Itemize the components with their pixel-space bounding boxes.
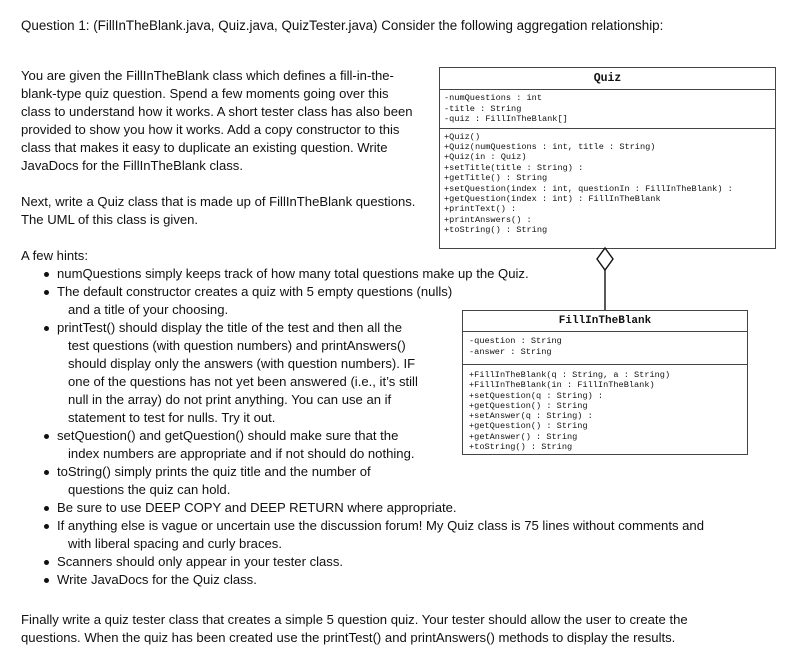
hint-line: index numbers are appropriate and if not should do nothing. bbox=[68, 446, 415, 461]
uml-method: +setQuestion(index : int, questionIn : FillInTheBlank) : bbox=[444, 183, 733, 194]
hint-line: questions the quiz can hold. bbox=[68, 482, 231, 497]
aggregation-diamond-icon bbox=[597, 248, 613, 270]
uml-methods bbox=[463, 365, 747, 454]
uml-method: +Quiz() bbox=[444, 131, 481, 142]
uml-method: +printText() : bbox=[444, 204, 517, 215]
uml-method: +toString() : String bbox=[444, 225, 548, 236]
hint-line: with liberal spacing and curly braces. bbox=[68, 536, 282, 551]
uml-method: +FillInTheBlank(q : String, a : String) bbox=[469, 370, 671, 380]
hint-item bbox=[57, 265, 529, 283]
bullet-icon bbox=[44, 506, 49, 511]
intro-line: blank-type quiz question. Spend a few moments going over this bbox=[21, 86, 389, 101]
hint-line: should display only the answers (with question numbers). IF bbox=[68, 356, 416, 371]
intro-line: class that makes it easy to duplicate an existing question. Write bbox=[21, 140, 388, 155]
uml-method: +setTitle(title : String) : bbox=[444, 162, 584, 173]
intro-line: You are given the FillInTheBlank class which defines a fill-in-the- bbox=[21, 68, 394, 83]
hint-item bbox=[57, 499, 457, 517]
uml-attribute: -numQuestions : int bbox=[444, 93, 542, 103]
uml-method: +getQuestion() : String bbox=[469, 400, 588, 411]
hint-line: printTest() should display the title of the test and then all the bbox=[57, 320, 403, 335]
final-line: questions. When the quiz has been created use the printTest() and printAnswers() methods to display the results. bbox=[21, 630, 676, 645]
intro-line: JavaDocs for the FillInTheBlank class. bbox=[21, 158, 243, 173]
uml-attributes bbox=[463, 332, 747, 365]
hint-line: setQuestion() and getQuestion() should make sure that the bbox=[57, 428, 399, 443]
bullet-icon bbox=[44, 326, 49, 331]
next-paragraph bbox=[21, 193, 415, 229]
uml-method: +toString() : String bbox=[469, 442, 573, 453]
hint-line: Scanners should only appear in your tester class. bbox=[57, 554, 344, 569]
bullet-icon bbox=[44, 524, 49, 529]
uml-attribute: -answer : String bbox=[469, 346, 552, 357]
hint-line: null in the array) do not print anything. You can use an if bbox=[68, 392, 392, 407]
bullet-icon bbox=[44, 272, 49, 277]
hint-line: one of the questions has not yet been answered (i.e., it’s still bbox=[68, 374, 418, 389]
intro-line: provided to show you how it works. Add a copy constructor to this bbox=[21, 122, 400, 137]
hint-line: Be sure to use DEEP COPY and DEEP RETURN where appropriate. bbox=[57, 500, 457, 515]
uml-method: +FillInTheBlank(in : FillInTheBlank) bbox=[469, 380, 655, 391]
hint-line: numQuestions simply keeps track of how many total questions make up the Quiz. bbox=[57, 266, 529, 281]
bullet-icon bbox=[44, 470, 49, 475]
bullet-icon bbox=[44, 560, 49, 565]
uml-fillintheblank-class bbox=[462, 310, 748, 455]
hint-item bbox=[57, 319, 418, 427]
bullet-icon bbox=[44, 578, 49, 583]
hint-line: toString() simply prints the quiz title and the number of bbox=[57, 464, 371, 479]
hint-line: If anything else is vague or uncertain use the discussion forum! My Quiz class is 75 lines without comments and bbox=[57, 518, 704, 533]
aggregation-connector bbox=[590, 246, 620, 311]
uml-attributes bbox=[440, 90, 775, 129]
uml-method: +setAnswer(q : String) : bbox=[469, 411, 593, 422]
intro-line: class to understand how it works. A short tester class has also been bbox=[21, 104, 413, 119]
uml-method: +getQuestion(index : int) : FillInTheBlank bbox=[444, 193, 661, 204]
uml-method: +printAnswers() : bbox=[444, 214, 532, 225]
hint-line: Write JavaDocs for the Quiz class. bbox=[57, 572, 257, 587]
uml-class-name: Quiz bbox=[440, 68, 775, 90]
final-line: Finally write a quiz tester class that creates a simple 5 question quiz. Your tester should allow the user to create the bbox=[21, 612, 688, 627]
bullet-icon bbox=[44, 434, 49, 439]
uml-method: +getQuestion() : String bbox=[469, 421, 588, 432]
uml-quiz-class bbox=[439, 67, 776, 249]
uml-attribute: -title : String bbox=[444, 103, 522, 114]
uml-attribute: -question : String bbox=[469, 336, 562, 346]
bullet-icon bbox=[44, 290, 49, 295]
hint-item bbox=[57, 553, 343, 571]
hint-item bbox=[57, 283, 452, 319]
uml-method: +setQuestion(q : String) : bbox=[469, 390, 604, 401]
hints-label: A few hints: bbox=[21, 248, 88, 263]
final-paragraph bbox=[21, 611, 688, 647]
uml-methods bbox=[440, 129, 775, 238]
uml-attribute: -quiz : FillInTheBlank[] bbox=[444, 114, 568, 124]
hint-item bbox=[57, 463, 371, 499]
question-title: Question 1: (FillInTheBlank.java, Quiz.java, QuizTester.java) Consider the following aggregation relationship: bbox=[21, 18, 664, 33]
hint-item bbox=[57, 427, 415, 463]
next-line: Next, write a Quiz class that is made up of FillInTheBlank questions. bbox=[21, 194, 416, 209]
intro-paragraph bbox=[21, 67, 413, 175]
hint-item bbox=[57, 571, 257, 589]
uml-class-name: FillInTheBlank bbox=[463, 311, 747, 332]
hint-item bbox=[57, 517, 704, 553]
hint-line: test questions (with question numbers) and printAnswers() bbox=[68, 338, 406, 353]
hint-line: statement to test for nulls. Try it out. bbox=[68, 410, 276, 425]
next-line: The UML of this class is given. bbox=[21, 212, 199, 227]
uml-method: +Quiz(in : Quiz) bbox=[444, 152, 527, 163]
uml-method: +getAnswer() : String bbox=[469, 431, 578, 442]
hint-line: The default constructor creates a quiz with 5 empty questions (nulls) bbox=[57, 284, 453, 299]
uml-method: +getTitle() : String bbox=[444, 173, 548, 184]
uml-method: +Quiz(numQuestions : int, title : String) bbox=[444, 141, 656, 152]
hint-line: and a title of your choosing. bbox=[68, 302, 229, 317]
